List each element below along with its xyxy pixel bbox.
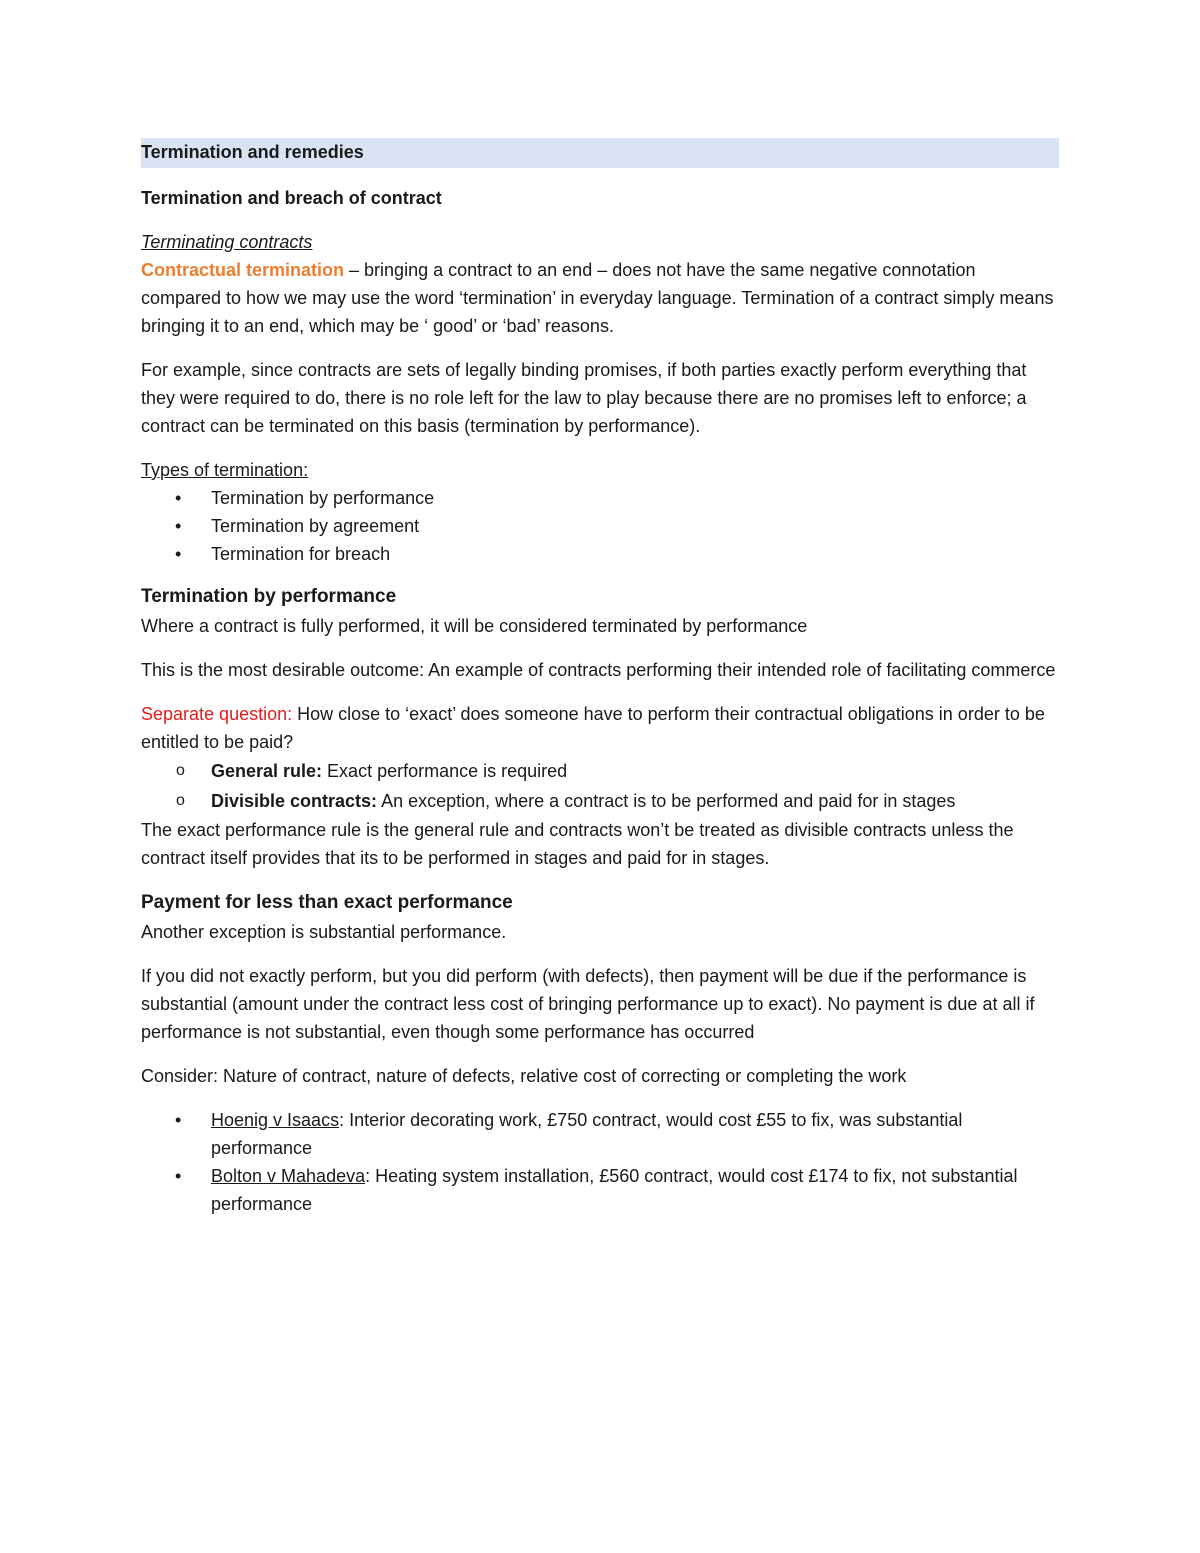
- types-list: [141, 484, 1059, 568]
- case-text: : Heating system installation, £560 contract, would cost £174 to fix, not substantial performance: [211, 1166, 1018, 1214]
- rule-text: An exception, where a contract is to be performed and paid for in stages: [377, 791, 956, 811]
- list-item-text: Termination by performance: [211, 488, 435, 508]
- separate-question-paragraph: [141, 700, 1059, 756]
- performance-line: Where a contract is fully performed, it will be considered terminated by performance: [141, 616, 808, 636]
- bullet-icon: •: [175, 488, 182, 508]
- case-name: Bolton v Mahadeva: [211, 1166, 366, 1186]
- cases-list: [141, 1106, 1059, 1218]
- list-item: [141, 1162, 1059, 1218]
- example-paragraph: For example, since contracts are sets of legally binding promises, if both parties exactly perform everything that they were required to do, there is no role left for the law to play because there are no promises left to enforce; a contract can be terminated on this basis (termination by performance).: [141, 360, 1027, 436]
- bullet-icon: •: [175, 1166, 182, 1186]
- rules-list: [141, 756, 1059, 816]
- separate-question-label: Separate question:: [141, 704, 293, 724]
- types-heading: Types of termination:: [141, 460, 309, 480]
- circle-bullet-icon: o: [176, 762, 185, 779]
- consider-paragraph: Consider: Nature of contract, nature of defects, relative cost of correcting or completing the work: [141, 1066, 907, 1086]
- rule-label: General rule:: [211, 761, 323, 781]
- terminating-contracts-heading: Terminating contracts: [141, 232, 313, 252]
- list-item-text: Termination for breach: [211, 544, 391, 564]
- bullet-icon: •: [175, 544, 182, 564]
- list-item: [141, 540, 1059, 568]
- performance-heading: Termination by performance: [141, 586, 397, 607]
- rule-label: Divisible contracts:: [211, 791, 378, 811]
- desirable-outcome-paragraph: This is the most desirable outcome: An example of contracts performing their intended role of facilitating commerce: [141, 660, 1056, 680]
- circle-bullet-icon: o: [176, 792, 185, 809]
- list-item: [141, 1106, 1059, 1162]
- list-item: [141, 484, 1059, 512]
- contractual-termination-term: Contractual termination: [141, 260, 345, 280]
- list-item-text: Termination by agreement: [211, 516, 420, 536]
- document-page: [141, 138, 1059, 1218]
- contractual-termination-definition: – bringing a contract to an end – does not have the same negative connotation compared to how we may use the word ‘termination’ in everyday language. Termination of a contract simply means bringing it to an end, which may be ‘ good’ or ‘bad’ reasons.: [141, 260, 1054, 336]
- document-title: Termination and remedies: [141, 138, 1059, 168]
- contractual-termination-paragraph: [141, 256, 1059, 340]
- payment-paragraph: If you did not exactly perform, but you did perform (with defects), then payment will be due if the performance is substantial (amount under the contract less cost of bringing performance up to exact). No payment is due at all if performance is not substantial, even though some performance has occurred: [141, 966, 1035, 1042]
- exact-performance-paragraph: The exact performance rule is the general rule and contracts won’t be treated as divisible contracts unless the contract itself provides that its to be performed in stages and paid for in stages.: [141, 820, 1014, 868]
- case-name: Hoenig v Isaacs: [211, 1110, 340, 1130]
- payment-heading: Payment for less than exact performance: [141, 892, 513, 913]
- section-title: Termination and breach of contract: [141, 188, 442, 208]
- substantial-performance-line: Another exception is substantial performance.: [141, 922, 507, 942]
- list-item: [141, 512, 1059, 540]
- case-text: : Interior decorating work, £750 contract, would cost £55 to fix, was substantial performance: [211, 1110, 963, 1158]
- rule-text: Exact performance is required: [322, 761, 568, 781]
- bullet-icon: •: [175, 516, 182, 536]
- separate-question-text: How close to ‘exact’ does someone have to perform their contractual obligations in order to be entitled to be paid?: [141, 704, 1045, 752]
- bullet-icon: •: [175, 1110, 182, 1130]
- list-item: [141, 756, 1059, 786]
- list-item: [141, 786, 1059, 816]
